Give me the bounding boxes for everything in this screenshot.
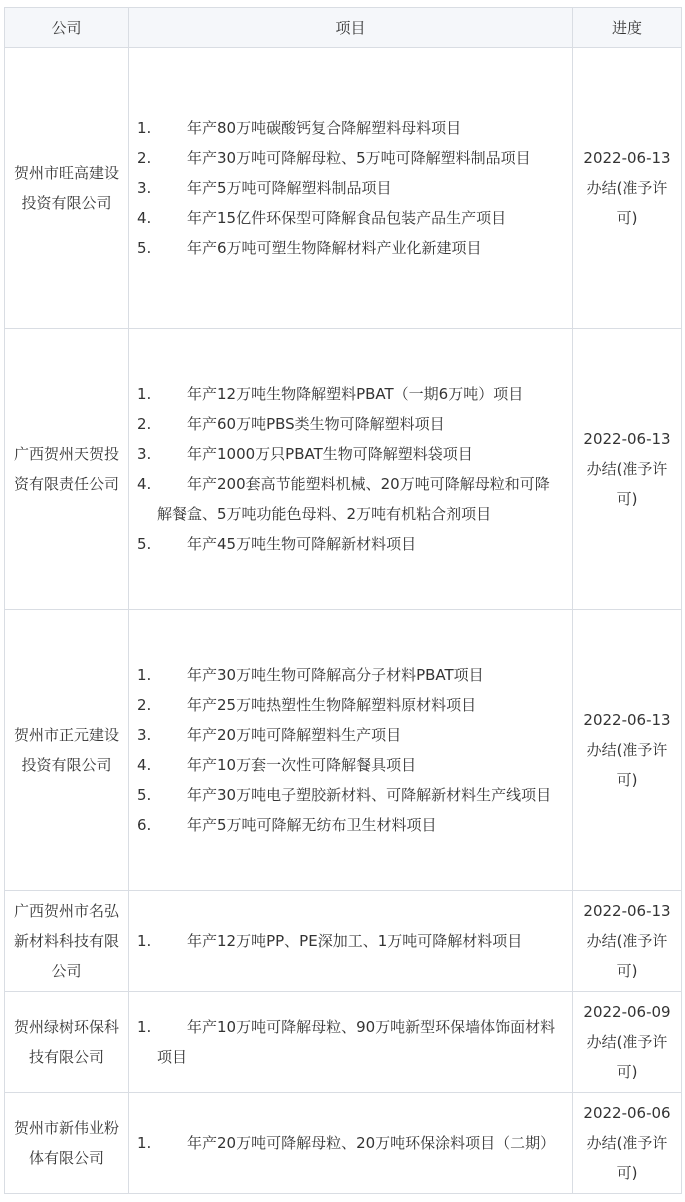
project-list-item [137, 780, 564, 810]
table-header-row [5, 8, 682, 48]
project-item-number: 2. [137, 696, 152, 714]
project-item-number: 1. [137, 666, 152, 684]
project-item-number: 4. [137, 756, 152, 774]
project-list-item [137, 810, 564, 840]
company-cell: 贺州市新伟业粉体有限公司 [5, 1093, 129, 1194]
project-cell [129, 1093, 573, 1194]
project-list-item [137, 1128, 564, 1158]
project-list-item [137, 690, 564, 720]
project-item-number: 1. [137, 932, 152, 950]
table-body [5, 48, 682, 1194]
company-cell: 广西贺州天贺投资有限责任公司 [5, 329, 129, 610]
progress-cell: 2022-06-13办结(准予许可) [573, 48, 682, 329]
header-company: 公司 [5, 8, 129, 48]
project-list-item [137, 1012, 564, 1072]
project-item-text: 年产30万吨电子塑胶新材料、可降解新材料生产线项目 [187, 786, 552, 804]
project-item-number: 1. [137, 1134, 152, 1152]
project-list [137, 1128, 564, 1158]
project-item-text: 年产10万吨可降解母粒、90万吨新型环保墙体饰面材料项目 [157, 1018, 556, 1066]
project-list-item [137, 409, 564, 439]
table-row [5, 610, 682, 891]
approval-table-container [4, 7, 682, 1194]
header-progress: 进度 [573, 8, 682, 48]
progress-cell: 2022-06-13办结(准予许可) [573, 891, 682, 992]
approval-table [4, 7, 682, 1194]
project-list-item [137, 439, 564, 469]
project-list-item [137, 720, 564, 750]
project-list [137, 926, 564, 956]
header-project: 项目 [129, 8, 573, 48]
project-list-item [137, 750, 564, 780]
project-item-number: 5. [137, 786, 152, 804]
project-list-item [137, 173, 564, 203]
project-item-text: 年产6万吨可塑生物降解材料产业化新建项目 [187, 239, 482, 257]
project-item-number: 4. [137, 209, 152, 227]
project-item-text: 年产15亿件环保型可降解食品包装产品生产项目 [187, 209, 507, 227]
project-cell [129, 329, 573, 610]
project-list-item [137, 926, 564, 956]
project-cell [129, 891, 573, 992]
project-list-item [137, 379, 564, 409]
project-item-number: 5. [137, 239, 152, 257]
project-cell [129, 48, 573, 329]
project-list-item [137, 660, 564, 690]
project-item-text: 年产200套高节能塑料机械、20万吨可降解母粒和可降解餐盒、5万吨功能色母料、2万吨有机粘合剂项目 [157, 475, 550, 523]
project-item-number: 2. [137, 415, 152, 433]
progress-cell: 2022-06-13办结(准予许可) [573, 329, 682, 610]
project-item-text: 年产80万吨碳酸钙复合降解塑料母料项目 [187, 119, 462, 137]
project-item-text: 年产20万吨可降解母粒、20万吨环保涂料项目（二期） [187, 1134, 556, 1152]
project-item-number: 5. [137, 535, 152, 553]
project-list [137, 1012, 564, 1072]
project-item-number: 2. [137, 149, 152, 167]
table-row [5, 1093, 682, 1194]
project-item-text: 年产5万吨可降解塑料制品项目 [187, 179, 392, 197]
project-cell [129, 992, 573, 1093]
company-cell: 贺州绿树环保科技有限公司 [5, 992, 129, 1093]
project-item-number: 4. [137, 475, 152, 493]
project-item-number: 1. [137, 385, 152, 403]
project-list [137, 113, 564, 263]
project-list [137, 660, 564, 840]
project-item-number: 1. [137, 1018, 152, 1036]
progress-cell: 2022-06-13办结(准予许可) [573, 610, 682, 891]
progress-cell: 2022-06-09办结(准予许可) [573, 992, 682, 1093]
project-item-text: 年产20万吨可降解塑料生产项目 [187, 726, 402, 744]
company-cell: 贺州市正元建设投资有限公司 [5, 610, 129, 891]
project-list-item [137, 529, 564, 559]
project-item-text: 年产10万套一次性可降解餐具项目 [187, 756, 417, 774]
project-list-item [137, 203, 564, 233]
project-cell [129, 610, 573, 891]
project-item-number: 3. [137, 726, 152, 744]
table-row [5, 992, 682, 1093]
project-item-text: 年产45万吨生物可降解新材料项目 [187, 535, 417, 553]
company-cell: 广西贺州市名弘新材料科技有限公司 [5, 891, 129, 992]
project-item-number: 6. [137, 816, 152, 834]
project-item-text: 年产60万吨PBS类生物可降解塑料项目 [187, 415, 445, 433]
project-list-item [137, 143, 564, 173]
project-list-item [137, 469, 564, 529]
project-item-text: 年产30万吨可降解母粒、5万吨可降解塑料制品项目 [187, 149, 531, 167]
project-item-number: 3. [137, 179, 152, 197]
table-row [5, 891, 682, 992]
project-item-text: 年产12万吨生物降解塑料PBAT（一期6万吨）项目 [187, 385, 524, 403]
project-item-text: 年产25万吨热塑性生物降解塑料原材料项目 [187, 696, 477, 714]
project-item-text: 年产5万吨可降解无纺布卫生材料项目 [187, 816, 437, 834]
table-row [5, 329, 682, 610]
project-item-number: 1. [137, 119, 152, 137]
table-row [5, 48, 682, 329]
project-item-number: 3. [137, 445, 152, 463]
project-item-text: 年产1000万只PBAT生物可降解塑料袋项目 [187, 445, 473, 463]
progress-cell: 2022-06-06办结(准予许可) [573, 1093, 682, 1194]
project-item-text: 年产12万吨PP、PE深加工、1万吨可降解材料项目 [187, 932, 523, 950]
company-cell: 贺州市旺高建设投资有限公司 [5, 48, 129, 329]
project-list-item [137, 233, 564, 263]
project-list-item [137, 113, 564, 143]
project-list [137, 379, 564, 559]
project-item-text: 年产30万吨生物可降解高分子材料PBAT项目 [187, 666, 484, 684]
